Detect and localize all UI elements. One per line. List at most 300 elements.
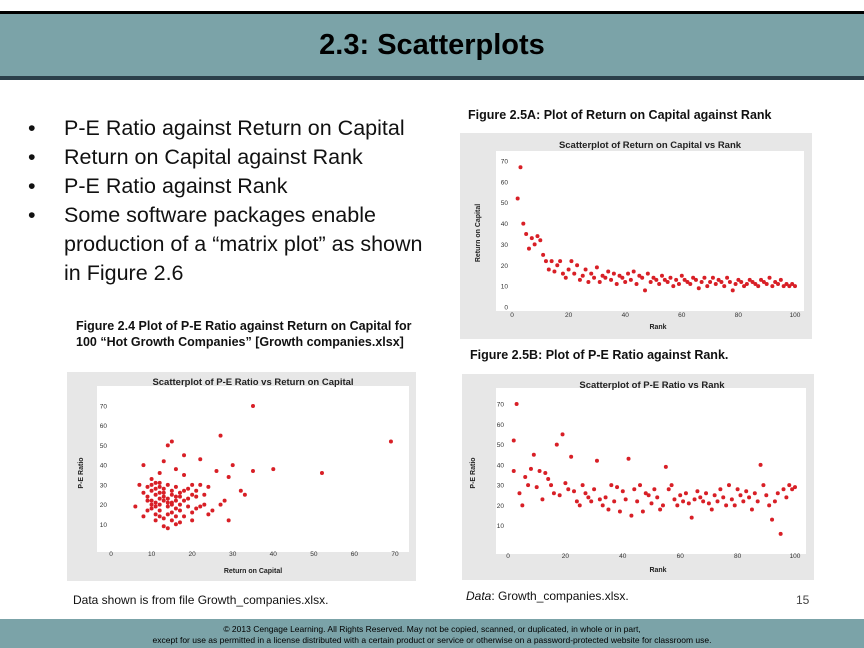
scatter-point <box>198 505 202 509</box>
scatter-point <box>661 503 665 507</box>
x-tick-label: 60 <box>678 312 686 319</box>
scatter-point <box>320 471 324 475</box>
scatter-point <box>555 443 559 447</box>
scatter-point <box>231 463 235 467</box>
scatter-point <box>158 497 162 501</box>
scatter-point <box>756 499 760 503</box>
scatter-point <box>575 499 579 503</box>
scatter-point <box>793 485 797 489</box>
chart-title: Scatterplot of P-E Ratio vs Rank <box>579 380 725 391</box>
scatter-point <box>697 286 701 290</box>
scatter-point <box>214 469 218 473</box>
scatter-point <box>219 434 223 438</box>
y-tick-label: 70 <box>500 158 508 166</box>
scatter-point <box>738 493 742 497</box>
scatter-point <box>581 274 585 278</box>
x-tick-label: 50 <box>310 551 318 558</box>
x-tick-label: 0 <box>510 312 514 319</box>
y-tick-label: 20 <box>99 502 107 510</box>
chart-pe-vs-roc <box>67 372 416 581</box>
scatter-point <box>549 483 553 487</box>
x-axis-label: Return on Capital <box>223 568 283 575</box>
y-tick-label: 40 <box>99 462 107 470</box>
scatter-point <box>589 272 593 276</box>
scatter-point <box>227 518 231 522</box>
scatter-point <box>741 499 745 503</box>
scatter-point <box>765 282 769 286</box>
scatter-point <box>206 485 210 489</box>
scatter-point <box>747 495 751 499</box>
scatter-point <box>530 236 534 240</box>
data-source-note-2 <box>466 589 629 603</box>
scatter-point <box>680 274 684 278</box>
y-tick-label: 0 <box>504 304 508 312</box>
scatter-point <box>764 493 768 497</box>
scatter-point <box>512 469 516 473</box>
scatter-point <box>170 489 174 493</box>
scatter-point <box>787 483 791 487</box>
scatter-point <box>150 489 154 493</box>
scatter-point <box>561 272 565 276</box>
x-tick-label: 0 <box>109 551 113 558</box>
scatter-point <box>784 495 788 499</box>
scatter-point <box>643 288 647 292</box>
scatter-point <box>174 485 178 489</box>
bullet-item: • Return on Capital against Rank <box>28 143 428 172</box>
scatter-point <box>615 282 619 286</box>
scatter-point <box>759 463 763 467</box>
scatter-point <box>660 274 664 278</box>
x-tick-label: 40 <box>619 553 627 560</box>
scatter-point <box>649 280 653 284</box>
scatter-point <box>527 247 531 251</box>
scatter-point <box>174 499 178 503</box>
scatter-point <box>515 402 519 406</box>
scatter-point <box>564 276 568 280</box>
scatter-point <box>632 270 636 274</box>
scatter-point <box>702 276 706 280</box>
scatter-point <box>721 495 725 499</box>
y-tick-label: 30 <box>500 241 508 249</box>
scatter-point <box>655 495 659 499</box>
scatter-point <box>693 497 697 501</box>
scatter-point <box>725 276 729 280</box>
scatter-point <box>194 495 198 499</box>
scatter-point <box>538 469 542 473</box>
scatter-point <box>724 503 728 507</box>
scatter-point <box>708 280 712 284</box>
bullet-list <box>28 114 428 288</box>
scatter-point <box>137 483 141 487</box>
y-axis-label: Return on Capital <box>475 203 482 263</box>
scatter-point <box>547 267 551 271</box>
scatter-point <box>595 459 599 463</box>
scatter-point <box>154 501 158 505</box>
scatter-point <box>552 491 556 495</box>
scatter-point <box>609 278 613 282</box>
scatter-point <box>550 259 554 263</box>
scatter-point <box>641 510 645 514</box>
scatter-point <box>728 280 732 284</box>
scatter-point <box>719 280 723 284</box>
scatter-point <box>586 280 590 284</box>
scatter-point <box>768 276 772 280</box>
scatter-point <box>672 497 676 501</box>
copyright-line-1: © 2013 Cengage Learning. All Rights Reserved. May not be copied, scanned, or duplicated, in whole or in part, <box>223 624 641 634</box>
y-tick-label: 20 <box>496 502 504 510</box>
scatter-point <box>154 512 158 516</box>
scatter-point <box>731 288 735 292</box>
scatter-point <box>174 522 178 526</box>
scatter-point <box>202 493 206 497</box>
scatter-point <box>678 493 682 497</box>
scatter-point <box>210 508 214 512</box>
scatter-point <box>198 483 202 487</box>
scatter-point <box>166 443 170 447</box>
x-tick-label: 80 <box>733 553 742 560</box>
scatter-point <box>146 508 150 512</box>
scatter-point <box>612 499 616 503</box>
x-axis-label: Rank <box>649 567 667 574</box>
scatter-point <box>239 489 243 493</box>
scatter-point <box>170 503 174 507</box>
scatter-point <box>182 514 186 518</box>
scatter-point <box>544 259 548 263</box>
scatter-point <box>162 524 166 528</box>
y-tick-label: 70 <box>99 403 107 411</box>
scatter-point <box>251 469 255 473</box>
scatter-point <box>701 499 705 503</box>
scatter-point <box>190 483 194 487</box>
scatter-point <box>667 487 671 491</box>
scatter-point <box>753 491 757 495</box>
y-tick-label: 70 <box>496 401 504 409</box>
scatter-point <box>186 505 190 509</box>
scatter-point <box>141 514 145 518</box>
copyright-line-2: except for use as permitted in a license distributed with a certain product or service or otherwise on a password-protected website for classroom use. <box>152 635 712 645</box>
scatter-point <box>552 270 556 274</box>
scatter-point <box>174 467 178 471</box>
scatter-point <box>162 499 166 503</box>
scatter-point <box>744 489 748 493</box>
scatter-point <box>739 280 743 284</box>
scatter-point <box>223 499 227 503</box>
scatter-point <box>166 512 170 516</box>
bullet-item: • P-E Ratio against Rank <box>28 172 428 201</box>
scatter-point <box>756 284 760 288</box>
scatter-point <box>182 489 186 493</box>
scatter-point <box>606 507 610 511</box>
scatter-point <box>154 481 158 485</box>
scatter-point <box>681 499 685 503</box>
figure-2-5a-caption: Figure 2.5A: Plot of Return on Capital against Rank <box>468 108 772 122</box>
scatter-point <box>555 263 559 267</box>
scatter-point <box>529 467 533 471</box>
chart-roc-vs-rank <box>460 133 812 339</box>
scatter-point <box>583 491 587 495</box>
figure-2-4-caption: Figure 2.4 Plot of P-E Ratio against Return on Capital for 100 “Hot Growth Companies” [Growth companies.xlsx] <box>76 319 412 349</box>
scatter-point <box>601 503 605 507</box>
x-axis-label: Rank <box>649 324 667 331</box>
scatter-point <box>635 282 639 286</box>
scatter-point <box>572 489 576 493</box>
top-rule <box>0 0 864 12</box>
scatter-point <box>652 487 656 491</box>
plot-area <box>496 388 806 554</box>
scatter-point <box>158 485 162 489</box>
scatter-point <box>581 483 585 487</box>
scatter-point <box>704 491 708 495</box>
scatter-point <box>532 453 536 457</box>
scatter-point <box>773 499 777 503</box>
scatter-point <box>170 493 174 497</box>
scatter-point <box>615 485 619 489</box>
y-tick-label: 10 <box>500 283 508 291</box>
scatter-point <box>170 439 174 443</box>
scatter-point <box>711 276 715 280</box>
scatter-point <box>677 282 681 286</box>
x-tick-label: 40 <box>621 312 629 319</box>
scatter-point <box>670 483 674 487</box>
scatter-point <box>566 487 570 491</box>
scatter-point <box>718 487 722 491</box>
x-tick-label: 80 <box>734 312 743 319</box>
bullet-item: • P-E Ratio against Return on Capital <box>28 114 428 143</box>
y-tick-label: 50 <box>99 442 107 450</box>
scatter-point <box>730 497 734 501</box>
data-source-file: : Growth_companies.xlsx. <box>491 589 629 603</box>
scatter-point <box>770 518 774 522</box>
scatter-point <box>694 278 698 282</box>
scatter-point <box>194 489 198 493</box>
y-tick-label: 40 <box>500 221 508 229</box>
scatter-point <box>563 481 567 485</box>
scatter-point <box>629 278 633 282</box>
plot-area <box>97 386 409 552</box>
scatter-point <box>776 491 780 495</box>
x-tick-label: 30 <box>229 551 237 558</box>
scatter-point <box>767 503 771 507</box>
scatter-point <box>592 487 596 491</box>
scatter-point <box>186 497 190 501</box>
scatter-point <box>512 439 516 443</box>
scatter-point <box>158 503 162 507</box>
scatter-point <box>543 471 547 475</box>
scatter-point <box>627 457 631 461</box>
scatter-point <box>666 280 670 284</box>
y-tick-label: 60 <box>500 179 508 187</box>
scatter-point <box>146 499 150 503</box>
scatter-point <box>133 505 137 509</box>
scatter-point <box>612 272 616 276</box>
scatter-point <box>654 278 658 282</box>
x-tick-label: 20 <box>188 551 196 558</box>
scatter-point <box>174 507 178 511</box>
y-tick-label: 10 <box>99 521 107 529</box>
scatter-point <box>182 499 186 503</box>
scatter-point <box>632 487 636 491</box>
scatter-point <box>561 432 565 436</box>
scatter-point <box>635 499 639 503</box>
scatter-point <box>671 284 675 288</box>
scatter-point <box>567 267 571 271</box>
scatter-point <box>578 278 582 282</box>
scatter-point <box>178 508 182 512</box>
scatter-point <box>219 503 223 507</box>
scatter-point <box>598 497 602 501</box>
scatter-point <box>166 526 170 530</box>
scatter-point <box>174 495 178 499</box>
x-tick-label: 10 <box>147 551 156 558</box>
scatter-point <box>206 512 210 516</box>
scatter-point <box>154 487 158 491</box>
scatter-point <box>647 493 651 497</box>
scatter-point <box>598 280 602 284</box>
scatter-point <box>584 267 588 271</box>
scatter-point <box>166 505 170 509</box>
chart-pe-vs-rank <box>462 374 814 580</box>
scatter-point <box>243 493 247 497</box>
bullet-item: • Some software packages enable production of a “matrix plot” as shown in Figure 2.6 <box>28 201 428 288</box>
scatter-point <box>150 503 154 507</box>
scatter-point <box>700 280 704 284</box>
scatter-point <box>540 497 544 501</box>
scatter-point <box>523 475 527 479</box>
scatter-point <box>162 516 166 520</box>
scatter-point <box>182 473 186 477</box>
scatter-point <box>170 518 174 522</box>
y-tick-label: 60 <box>496 421 504 429</box>
scatter-point <box>194 507 198 511</box>
scatter-point <box>624 497 628 501</box>
scatter-point <box>166 483 170 487</box>
scatter-point <box>609 483 613 487</box>
scatter-point <box>150 499 154 503</box>
scatter-point <box>638 483 642 487</box>
scatter-point <box>227 475 231 479</box>
y-tick-label: 30 <box>99 482 107 490</box>
chart-title: Scatterplot of P-E Ratio vs Return on Capital <box>152 377 354 388</box>
scatter-point <box>516 197 520 201</box>
y-tick-label: 50 <box>496 442 504 450</box>
scatter-point <box>657 282 661 286</box>
scatter-point <box>674 278 678 282</box>
scatter-point <box>150 483 154 487</box>
x-tick-label: 70 <box>391 551 399 558</box>
scatter-point <box>162 487 166 491</box>
data-source-note: Data shown is from file Growth_companies.xlsx. <box>73 593 329 607</box>
scatter-point <box>158 481 162 485</box>
scatter-point <box>518 165 522 169</box>
scatter-point <box>524 232 528 236</box>
scatter-point <box>675 503 679 507</box>
x-tick-label: 20 <box>564 312 573 319</box>
scatter-point <box>684 491 688 495</box>
scatter-point <box>558 493 562 497</box>
slide-title: 2.3: Scatterplots <box>319 29 545 61</box>
y-tick-label: 20 <box>500 262 508 270</box>
chart-title: Scatterplot of Return on Capital vs Rank <box>558 140 742 151</box>
y-tick-label: 30 <box>496 482 504 490</box>
scatter-point <box>734 282 738 286</box>
scatter-point <box>271 467 275 471</box>
scatter-point <box>170 510 174 514</box>
scatter-point <box>178 491 182 495</box>
scatter-point <box>688 282 692 286</box>
scatter-point <box>158 491 162 495</box>
scatter-point <box>714 282 718 286</box>
scatter-point <box>558 259 562 263</box>
scatter-point <box>541 253 545 257</box>
scatter-point <box>640 276 644 280</box>
scatter-point <box>174 514 178 518</box>
scatter-point <box>535 234 539 238</box>
scatter-point <box>664 465 668 469</box>
scatter-point <box>162 491 166 495</box>
scatter-point <box>520 503 524 507</box>
scatter-point <box>162 495 166 499</box>
scatter-point <box>750 507 754 511</box>
scatter-point <box>782 487 786 491</box>
scatter-point <box>198 457 202 461</box>
scatter-point <box>166 497 170 501</box>
scatter-point <box>569 259 573 263</box>
scatter-point <box>710 507 714 511</box>
x-tick-label: 100 <box>789 312 801 319</box>
chart-pe-vs-roc-svg <box>67 372 416 581</box>
scatter-point <box>154 493 158 497</box>
scatter-point <box>705 284 709 288</box>
scatter-point <box>150 477 154 481</box>
scatter-point <box>535 485 539 489</box>
y-tick-label: 10 <box>496 523 504 531</box>
chart-pe-vs-rank-svg <box>462 374 814 580</box>
scatter-point <box>779 532 783 536</box>
scatter-point <box>182 453 186 457</box>
scatter-point <box>727 483 731 487</box>
scatter-point <box>538 238 542 242</box>
scatter-point <box>146 485 150 489</box>
scatter-point <box>178 495 182 499</box>
scatter-point <box>202 503 206 507</box>
scatter-point <box>736 487 740 491</box>
scatter-point <box>745 282 749 286</box>
scatter-point <box>158 508 162 512</box>
scatter-point <box>141 463 145 467</box>
figure-2-5b-caption: Figure 2.5B: Plot of P-E Ratio against Rank. <box>470 348 729 362</box>
scatter-point <box>526 483 530 487</box>
scatter-point <box>629 514 633 518</box>
scatter-point <box>569 455 573 459</box>
scatter-point <box>146 495 150 499</box>
scatter-point <box>707 501 711 505</box>
scatter-point <box>190 518 194 522</box>
scatter-point <box>650 501 654 505</box>
y-tick-label: 60 <box>99 423 107 431</box>
scatter-point <box>761 483 765 487</box>
scatter-point <box>190 493 194 497</box>
x-tick-label: 0 <box>506 553 510 560</box>
scatter-point <box>150 507 154 511</box>
x-tick-label: 20 <box>561 553 570 560</box>
scatter-point <box>575 263 579 267</box>
scatter-point <box>572 272 576 276</box>
scatter-point <box>668 276 672 280</box>
chart-roc-vs-rank-svg <box>460 133 812 339</box>
scatter-point <box>604 495 608 499</box>
scatter-point <box>658 507 662 511</box>
scatter-point <box>620 276 624 280</box>
